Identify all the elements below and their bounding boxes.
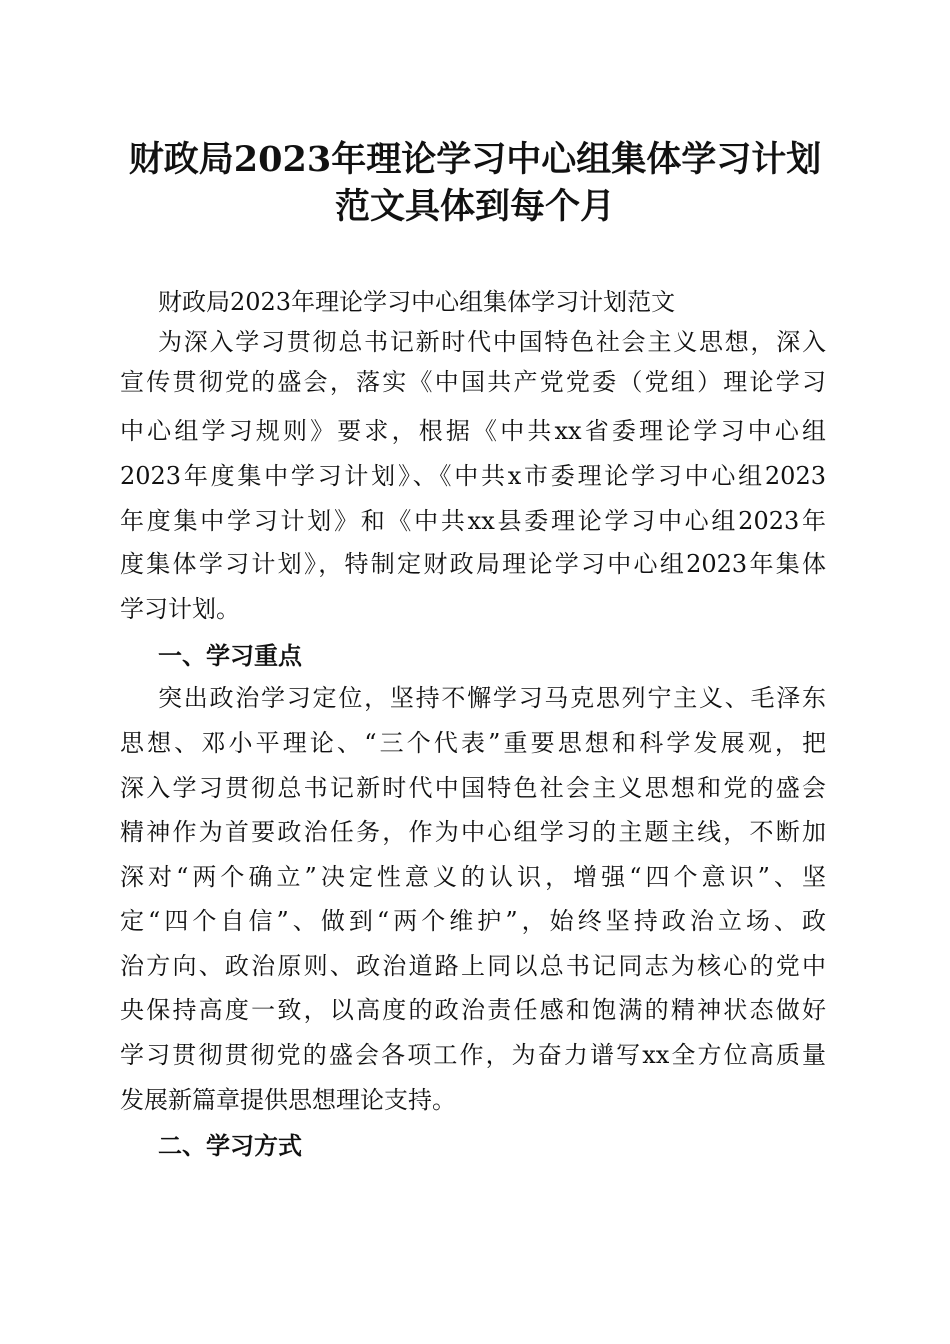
- intro-line: 学习计划。: [120, 595, 240, 623]
- section1-line: 治方向、政治原则、政治道路上同以总书记同志为核心的党中: [120, 952, 826, 980]
- intro-line: 为深入学习贯彻总书记新时代中国特色社会主义思想，深入: [158, 328, 826, 356]
- section-heading-method: 二、学习方式: [158, 1132, 302, 1160]
- intro-line: 年度集中学习计划》和《中共xx县委理论学习中心组2023年: [120, 507, 826, 535]
- document-title-line-2: 范文具体到每个月: [334, 186, 615, 227]
- intro-line: 中心组学习规则》要求，根据《中共xx省委理论学习中心组: [120, 417, 826, 445]
- section-heading-focus: 一、学习重点: [158, 642, 302, 670]
- section1-line: 突出政治学习定位，坚持不懈学习马克思列宁主义、毛泽东: [158, 684, 826, 712]
- section1-line: 发展新篇章提供思想理论支持。: [120, 1086, 456, 1114]
- section1-line: 学习贯彻贯彻党的盛会各项工作，为奋力谱写xx全方位高质量: [120, 1041, 826, 1069]
- intro-line: 度集体学习计划》，特制定财政局理论学习中心组2023年集体: [120, 550, 826, 578]
- intro-line: 宣传贯彻党的盛会，落实《中国共产党党委（党组）理论学习: [120, 368, 826, 396]
- section1-line: 思想、邓小平理论、“三个代表”重要思想和科学发展观，把: [120, 729, 826, 757]
- section1-line: 精神作为首要政治任务，作为中心组学习的主题主线，不断加: [120, 818, 826, 846]
- document-title-line-1: 财政局2023年理论学习中心组集体学习计划: [128, 139, 822, 180]
- document-subtitle: 财政局2023年理论学习中心组集体学习计划范文: [158, 288, 676, 316]
- section1-line: 央保持高度一致，以高度的政治责任感和饱满的精神状态做好: [120, 996, 826, 1024]
- section1-line: 定“四个自信”、做到“两个维护”，始终坚持政治立场、政: [120, 907, 826, 935]
- section1-line: 深入学习贯彻总书记新时代中国特色社会主义思想和党的盛会: [120, 774, 826, 802]
- intro-line: 2023年度集中学习计划》、《中共x市委理论学习中心组2023: [120, 462, 826, 490]
- section1-line: 深对“两个确立”决定性意义的认识，增强“四个意识”、坚: [120, 863, 826, 891]
